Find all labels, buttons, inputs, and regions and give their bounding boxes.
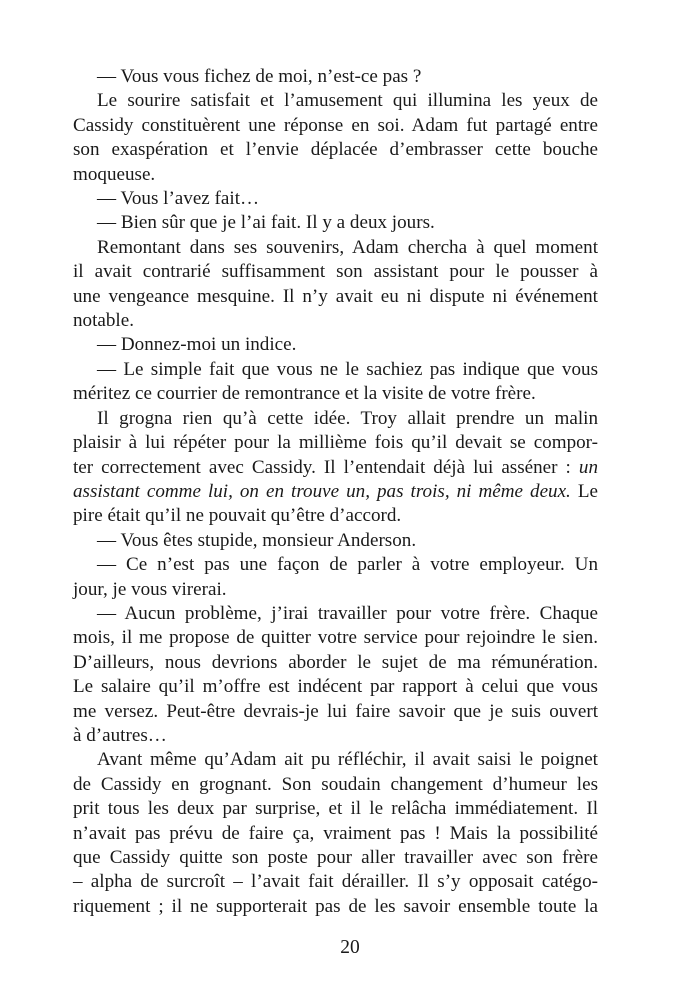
text-line: Le salaire qu’il m’offre est indécent par rapport à celui que vous xyxy=(73,676,598,698)
text-line: me versez. Peut-être devrais-je lui faire savoir que je suis ouvert xyxy=(73,700,598,722)
text-line: — Le simple fait que vous ne le sachiez pas indique que vous xyxy=(97,358,598,380)
text-line: mois, il me propose de quitter votre service pour rejoindre le sien. xyxy=(73,627,598,649)
text-line: — Aucun problème, j’irai travailler pour votre frère. Chaque xyxy=(97,602,598,624)
text-line: plaisir à lui répéter pour la millième fois qu’il devait se compor- xyxy=(73,432,598,454)
italic-text-run: assistant comme lui, on en trouve un, pas trois, ni même deux. xyxy=(73,480,571,502)
text-line: jour, je vous virerai. xyxy=(73,578,227,600)
text-line: Le sourire satisfait et l’amusement qui illumina les yeux de xyxy=(97,90,598,112)
text-line: — Vous l’avez fait… xyxy=(97,188,260,210)
text-line: à d’autres… xyxy=(73,724,167,746)
text-line xyxy=(73,456,598,480)
text-line: riquement ; il ne supporterait pas de les savoir ensemble toute la xyxy=(73,895,598,917)
text-line: n’avait pas prévu de faire ça, vraiment pas ! Mais la possibilité xyxy=(73,822,598,844)
text-run: Le xyxy=(577,480,598,502)
text-line: Il grogna rien qu’à cette idée. Troy allait prendre un malin xyxy=(97,407,598,429)
text-line: que Cassidy quitte son poste pour aller travailler avec son frère xyxy=(73,847,598,868)
text-line: Remontant dans ses souvenirs, Adam chercha à quel moment xyxy=(97,236,598,258)
text-line: notable. xyxy=(73,310,134,332)
text-line: — Bien sûr que je l’ai fait. Il y a deux jours. xyxy=(97,212,435,234)
text-line: pire était qu’il ne pouvait qu’être d’accord. xyxy=(73,505,402,527)
text-line: il avait contrarié suffisamment son assistant pour le pousser à xyxy=(73,261,598,283)
text-line: Cassidy constituèrent une réponse en soi. Adam fut partagé entre xyxy=(73,114,598,136)
text-line: — Ce n’est pas une façon de parler à votre employeur. Un xyxy=(97,554,598,576)
page-number: 20 xyxy=(340,937,360,958)
text-line: — Donnez-moi un indice. xyxy=(97,334,297,356)
text-line: D’ailleurs, nous devrions aborder le sujet de ma rémunération. xyxy=(73,651,598,673)
text-line: — Vous vous fichez de moi, n’est-ce pas ? xyxy=(97,66,422,87)
text-line: Avant même qu’Adam ait pu réfléchir, il avait saisi le poignet xyxy=(97,749,598,771)
text-line: son exaspération et l’envie déplacée d’embrasser cette bouche xyxy=(73,139,598,161)
text-line: – alpha de surcroît – l’avait fait dérailler. Il s’y opposait catégo- xyxy=(73,871,598,893)
text-line: une vengeance mesquine. Il n’y avait eu ni dispute ni événement xyxy=(73,285,598,307)
italic-text-run: un xyxy=(578,456,598,478)
text-line: méritez ce courrier de remontrance et la visite de votre frère. xyxy=(73,383,536,405)
text-line: moqueuse. xyxy=(73,163,156,185)
text-run: ter correctement avec Cassidy. Il l’entendait déjà lui asséner : xyxy=(73,456,571,478)
body-text xyxy=(73,65,598,919)
text-line xyxy=(73,480,598,504)
text-line: prit tous les deux par surprise, et il le relâcha immédiatement. Il xyxy=(73,798,598,820)
text-line: de Cassidy en grognant. Son soudain changement d’humeur les xyxy=(73,773,598,795)
text-line: — Vous êtes stupide, monsieur Anderson. xyxy=(97,529,417,551)
